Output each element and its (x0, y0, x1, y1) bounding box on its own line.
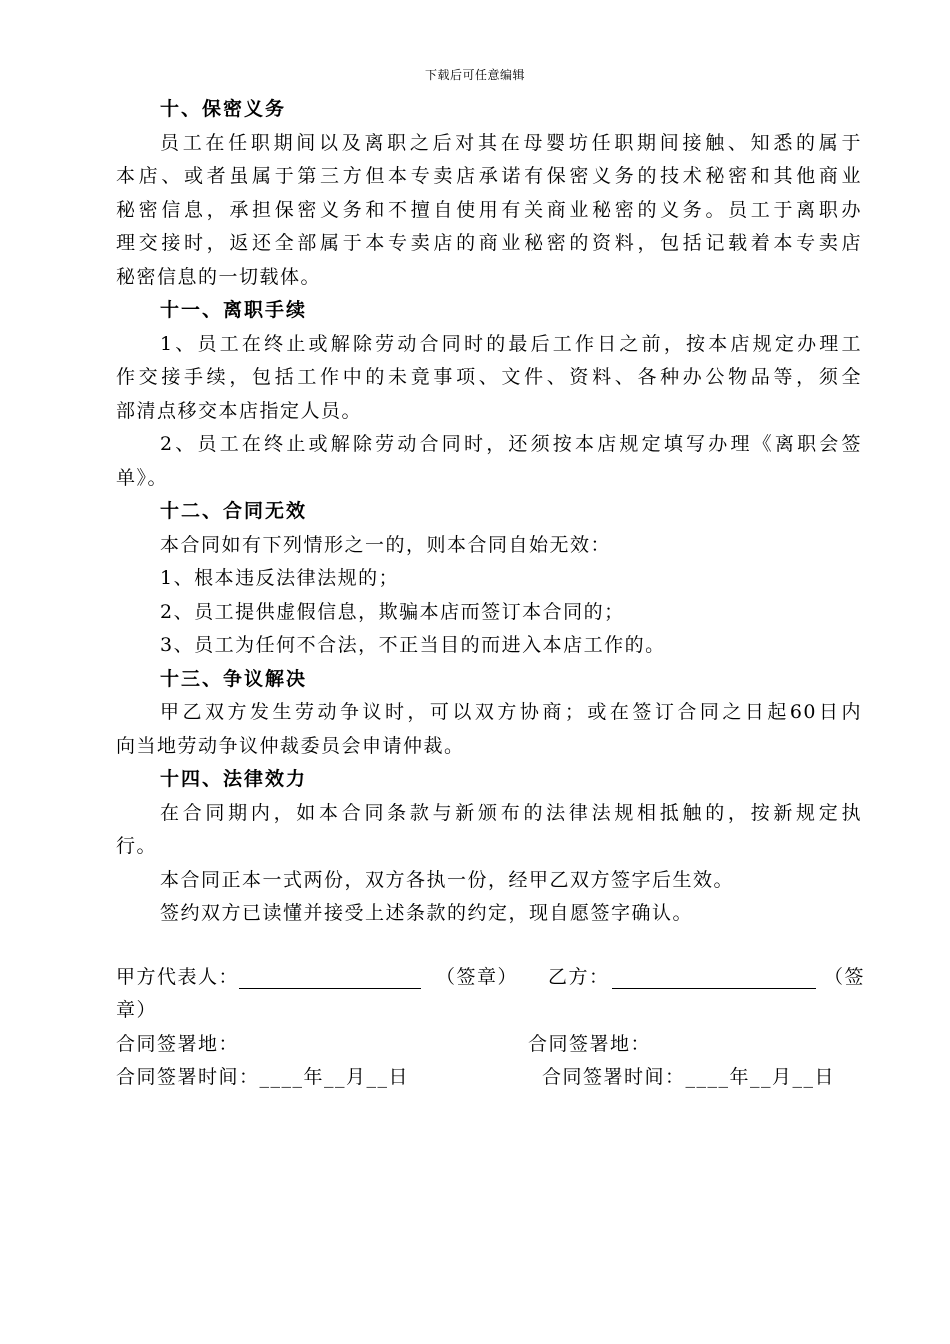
contract-body (116, 93, 866, 1095)
party-a-label: 甲方代表人： (116, 965, 240, 988)
party-b-seal: （签 (824, 965, 866, 988)
party-b-signing-time: 合同签署时间：____年__月__日 (542, 1066, 836, 1088)
party-b-signature-line[interactable] (612, 966, 816, 989)
section-10-line: 秘密信息的一切载体。 (116, 265, 322, 288)
section-10-line: 本店、或者虽属于第三方但本专卖店承诺有保密义务的技术秘密和其他商业 (116, 165, 862, 187)
section-14-line: 行。 (116, 835, 158, 857)
section-14-line: 在合同期内，如本合同条款与新颁布的法律法规相抵触的，按新规定执 (160, 801, 862, 824)
section-11-item-1-line: 1、员工在终止或解除劳动合同时的最后工作日之前，按本店规定办理工 (160, 332, 862, 355)
party-a-signing-place: 合同签署地： (116, 1032, 240, 1055)
party-a-signature-line[interactable] (239, 966, 421, 989)
section-10-title: 十、保密义务 (160, 98, 287, 120)
section-11-item-1-line: 部清点移交本店指定人员。 (116, 399, 363, 422)
section-11-title: 十一、离职手续 (160, 299, 308, 321)
section-12-intro: 本合同如有下列情形之一的，则本合同自始无效： (160, 533, 612, 556)
section-12-item: 3、员工为任何不合法，不正当目的而进入本店工作的。 (160, 634, 666, 656)
section-12-title: 十二、合同无效 (160, 500, 308, 522)
section-14-confirm: 签约双方已读懂并接受上述条款的约定，现自愿签字确认。 (160, 902, 694, 924)
section-13-line: 甲乙双方发生劳动争议时，可以双方协商；或在签订合同之日起60日内 (160, 701, 862, 723)
section-12-item: 1、根本违反法律法规的； (160, 567, 400, 589)
party-b-seal-wrap: 章） (116, 999, 158, 1021)
party-a-signing-time: 合同签署时间：____年__月__日 (116, 1066, 410, 1088)
page-header-note: 下载后可任意编辑 (424, 68, 525, 82)
section-13-line: 向当地劳动争议仲裁委员会申请仲裁。 (116, 734, 465, 757)
section-11-item-2-line: 单》。 (116, 466, 169, 489)
section-14-copies: 本合同正本一式两份，双方各执一份，经甲乙双方签字后生效。 (160, 868, 735, 891)
section-11-item-2-line: 2、员工在终止或解除劳动合同时，还须按本店规定填写办理《离职会签 (160, 433, 862, 455)
signing-time-row (116, 1061, 862, 1095)
section-12-item: 2、员工提供虚假信息，欺骗本店而签订本合同的； (160, 600, 625, 623)
party-a-seal: （签章） (436, 965, 519, 988)
signature-row (116, 961, 866, 995)
section-10-line: 秘密信息，承担保密义务和不擅自使用有关商业秘密的义务。员工于离职办 (116, 198, 862, 221)
section-10-line: 员工在任职期间以及离职之后对其在母婴坊任职期间接触、知悉的属于 (160, 131, 862, 154)
signature-wrap-row (116, 994, 862, 1028)
party-b-label: 乙方： (548, 965, 610, 988)
section-14-title: 十四、法律效力 (160, 768, 308, 790)
section-10-line: 理交接时，返还全部属于本专卖店的商业秘密的资料，包括记载着本专卖店 (116, 232, 862, 254)
signing-place-row (116, 1028, 862, 1062)
section-11-item-1-line: 作交接手续，包括工作中的未竟事项、文件、资料、各种办公物品等，须全 (116, 366, 862, 388)
party-b-signing-place: 合同签署地： (528, 1032, 652, 1055)
section-13-title: 十三、争议解决 (160, 667, 308, 690)
